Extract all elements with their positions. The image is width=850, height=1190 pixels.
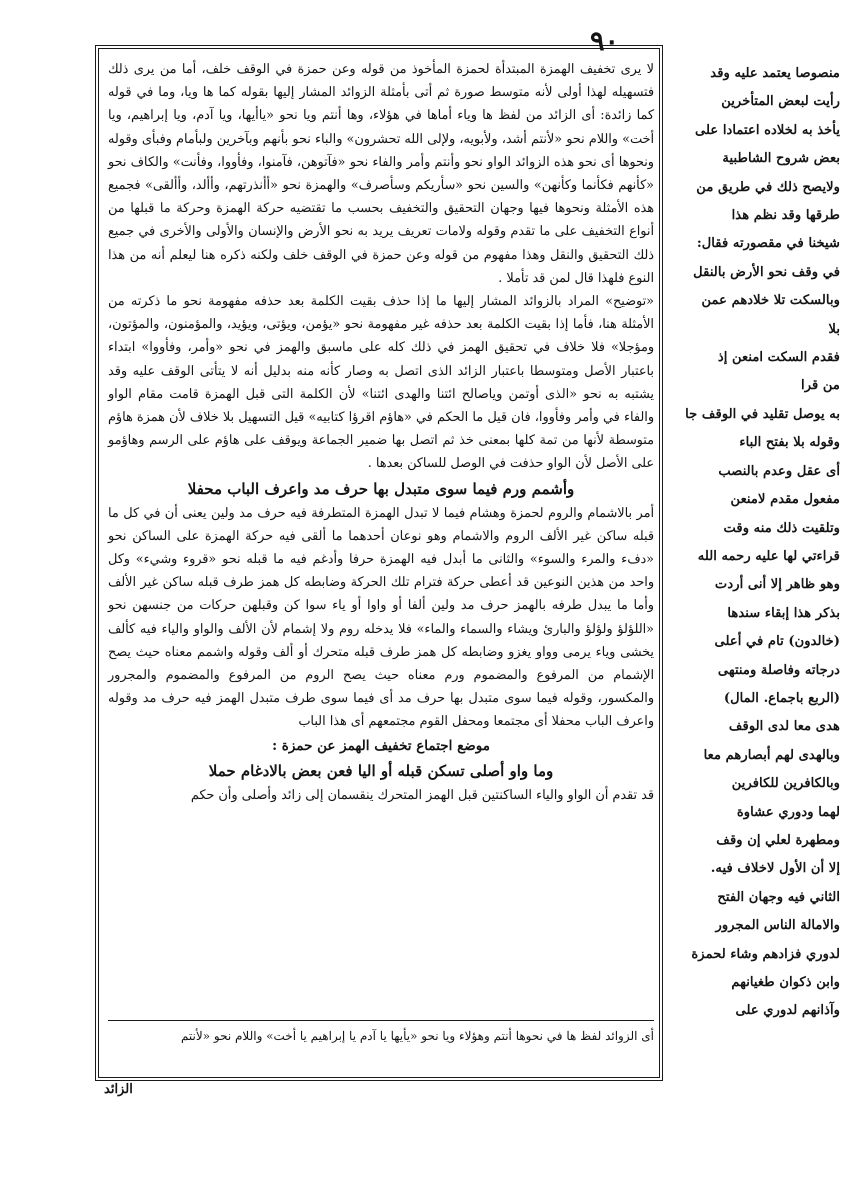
main-text-block: [108, 58, 654, 807]
margin-commentary: [672, 60, 840, 1026]
margin-line: ومطهرة لعلي إن وقف: [716, 832, 840, 848]
section-heading: موضع اجتماع تخفيف الهمز عن حمزة :: [272, 737, 490, 754]
margin-line: مفعول مقدم لامنعن: [730, 492, 840, 508]
commentary-paragraph: أمر بالاشمام والروم لحمزة وهشام فيما لا تبدل الهمزة المتطرفة فيه حرف مد ولين يعنى أن في كل ما قبله ساكن غير الألف الروم والاشمام وهو نوعان أحدهما ما ألقى فيه حركة الهمزة على الساكن نحو «دفء والمرء والسوء» والثانى ما أبدل فيه الهمزة حرفا وأدغم فيه ما قبله نحو «قروء وشيء» وكل واحد من هذين النوعين قد أعطى حركة فترام تلك الحركة وضابطه كل همز طرف قبله ساكن غير الألف وأما ما يبدل طرفه بالهمز حرف مد ولين ألفا أو واوا أو ياء سوا كن وقبلهن حركات من جنسهن نحو «اللؤلؤ ولؤلؤ والبارئ ويشاء والسماء والماء» فلا يدخله روم ولا إشمام لأن الألف والواو والياء فيه كألف يخشى وياء يرمى وواو يغزو وضابطه كل همز طرف قبله متحرك أو ألف وقوله واشمم معناه حيث يصح الإشمام من المرفوع والمضموم ورم معناه حيث يصح الروم من المرفوع والمضموم والمجرور والمكسور، وقوله فيما سوى متبدل بها حرف مد أى فيما سوى طرف متبدل الهمز فيه حرف مد وقوله واعرف الباب محفلا أى مجتمعا ومحفل القوم مجتمعهم أى هذا الباب: [108, 505, 654, 730]
commentary-paragraph: لا يرى تخفيف الهمزة المبتدأة لحمزة المأخوذ من قوله وعن حمزة في الوقف خلف، أما من يرى ذلك فتسهيله لهذا أولى لأنه متوسط صورة ثم أتى بأمثلة الزوائد المشار إليها بقوله كما ها ويا، وما في قوله كما زائدة: أى الزائد من لفظ ها وياء أماها في هؤلاء، وها أنتم ويا نحو «ياأيها، ويا آدم، ويا إبراهيم، ويا أخت» واللام نحو «لأنتم أشد، ولأبويه، ولإلى الله تحشرون» والباء نحو بأنهم وبآخرين ولبأمام وفبأى وقوله ونحوها أى نحو هذه الزوائد الواو نحو وأنتم وأمر والفاء نحو «فآتوهن، فآمنوا، وفأووا، وفأنت» والكاف نحو «كأنهم فكأنما وكأنهن» والسين نحو «سأريكم وسأصرف» والهمزة نحو «أأنذرتهم، وأألد، وأألقى» فجميع هذه الأمثلة ونحوها فيها وجهان التحقيق والتخفيف بحسب ما تقتضيه حركة الهمزة وحركة ما قبلها من أنواع التخفيف على ما تقدم وقوله ولامات تعريف يريد به نحو الأرض والإنسان والأولى والأخرى في جميع ذلك التحقيق والنقل وهذا مفهوم من قوله وعن حمزة في الوقف خلف ولكنه ذكره هنا ليعلم أنه من هذا النوع فلهذا قال لمن قد تأملا .: [108, 62, 654, 286]
margin-line: به يوصل تقليد في الوقف جا: [685, 406, 840, 422]
margin-line: وآذانهم لدوري على: [735, 1003, 840, 1019]
commentary-paragraph: قد تقدم أن الواو والياء الساكنتين قبل الهمز المتحرك ينقسمان إلى زائد وأصلى وأن حكم: [190, 787, 654, 803]
margin-line: بلا: [828, 321, 840, 337]
margin-line: لهما ودوري عشاوة: [736, 804, 840, 820]
catchword: الزائد: [104, 1082, 133, 1097]
margin-line: بذكر هذا إبقاء سندها: [727, 605, 840, 621]
margin-line: وهو ظاهر إلا أنى أردت: [714, 577, 840, 593]
margin-line: الثاني فيه وجهان الفتح: [717, 889, 840, 905]
margin-line: طرقها وقد نظم هذا: [731, 208, 840, 224]
margin-line: من قرا: [801, 378, 840, 394]
poem-verse: وأشمم ورم فيما سوى متبدل بها حرف مد واعرف الباب محفلا: [187, 479, 575, 498]
margin-line: (الربع باجماع. المال): [723, 690, 840, 706]
poem-verse: وما واو أصلى تسكن قبله أو اليا فعن بعض بالادغام حملا: [208, 761, 554, 780]
margin-line: في وقف نحو الأرض بالنقل: [693, 264, 840, 280]
footnote-divider: [108, 1020, 654, 1021]
margin-line: منصوصا يعتمد عليه وقد: [710, 66, 840, 81]
commentary-paragraph: «توضيح» المراد بالزوائد المشار إليها ما إذا حذف بقيت الكلمة بعد حذفه مفهومة نحو ما ذكرته من الأمثلة هنا، فأما إذا بقيت الكلمة بعد حذفه غير مفهومة نحو «يؤمن، ويؤتى، ويؤيد، والمؤمنون، والمؤتون، ومؤجلا» فلا خلاف في تحقيق الهمز في ذلك كله على ماسبق والهمز في نحو «وأمر، وفأووا» ابتداء باعتبار الأصل ومتوسطا باعتبار الزائد الذى اتصل به وصار كأنه منه بدليل أنه لا يتأتى الوقف عليه وقد يشتبه به نحو «الذى أوتمن وياصالح ائتنا والهدى ائتنا» لأن الكلمة التى قبل الهمزة قامت مقام الواو والفاء في وأمر وفأووا، فان قيل ما الحكم في «هاؤم اقرؤا كتابيه» قيل التسهيل بلا خلاف لأن همزة هاؤم متوسطة لأنها من تمة كلها بمعنى خذ ثم اتصل بها ضمير الجماعة ويوقف على هاؤم على الرسم وهاؤمو على الأصل لأن الواو حذفت في الوصل للساكن بعدها .: [108, 294, 654, 472]
margin-line: إلا أن الأول لاخلاف فيه.: [710, 861, 840, 877]
margin-line: بعض شروح الشاطبية: [722, 151, 840, 167]
margin-line: وقوله بلا بفتح الباء: [739, 435, 840, 451]
margin-line: والامالة الناس المجرور: [715, 918, 840, 934]
page-number: ٩٠: [590, 26, 620, 57]
margin-line: رأيت لبعض المتأخرين: [721, 94, 840, 110]
footnote: أى الزوائد لفظ ها في نحوها أنتم وهؤلاء ويا نحو «يأيها يا آدم يا إبراهيم يا أخت» واللام نحو «لأنتم: [180, 1029, 654, 1043]
margin-line: وبالهدى لهم أبصارهم معا: [703, 747, 840, 763]
margin-line: لدوري فزادهم وشاء لحمزة: [691, 946, 840, 962]
margin-line: (خالدون) تام في أعلى: [714, 634, 840, 650]
margin-line: شيخنا في مقصورته فقال:: [696, 236, 840, 252]
margin-line: أى عقل وعدم بالنصب: [718, 463, 840, 479]
margin-line: وتلقيت ذلك منه وقت: [723, 520, 840, 536]
margin-line: هدى معا لدى الوقف: [728, 719, 840, 735]
margin-line: درجاته وفاصلة ومنتهى: [717, 662, 840, 678]
margin-line: وبالكافرين للكافرين: [731, 776, 840, 792]
margin-line: وبالسكت تلا خلادهم عمن: [701, 293, 840, 309]
margin-line: وابن ذكوان طغيانهم: [731, 975, 840, 990]
margin-line: ولايصح ذلك في طريق من: [696, 179, 840, 195]
margin-line: قراءتي لها عليه رحمه الله: [697, 548, 840, 564]
margin-line: يأخذ به لخلاده اعتمادا على: [695, 122, 840, 138]
margin-line: فقدم السكت امنعن إذ: [717, 350, 840, 366]
